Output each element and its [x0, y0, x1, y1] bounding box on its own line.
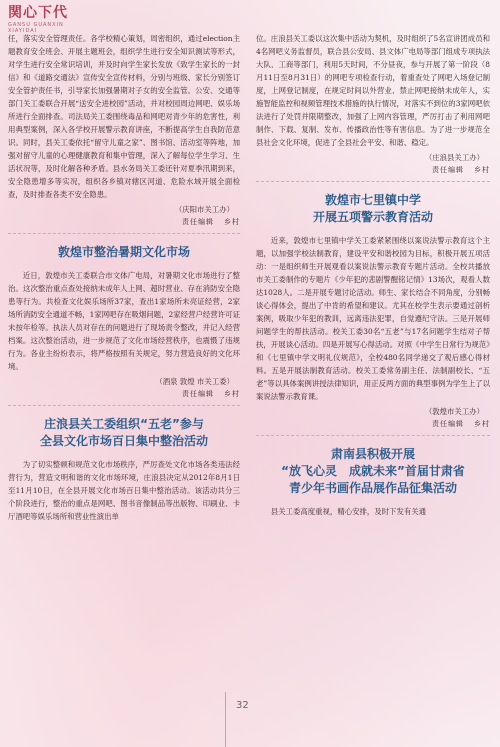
article2-source: （酒泉 敦煌 市关工委）: [155, 377, 234, 386]
article1-body: 任，落实安全管理责任。各学校精心策划，周密组织，通过election主题教育安全班会、开展主题班会，组织学生进行安全知识测试等形式，对学生进行安全常识培训，并及时向学生家长发放《致学生家长的一封信》和《道路交通法》宣传安全宣传材料，分别与班级、家长分别签订安全管护责任书，引导家长加强暑期对子女的安全监管。公安、交通等部门关工委联合开展“送安全进校园”活动，并对校园周边网吧、娱乐场所进行全面排查。司法局关工委围绕毒品和网吧对青少年的危害性，利用典型案例，深入各学校开展警示教育讲座，不断提高学生自我防范意识。同时，县关工委依托“留守儿童之家”、图书馆、活动室等阵地，加强对留守儿童的心理健康教育和集中管理，深入了解每位学生学习、生活状况等，及时化解各种矛盾。县水务局关工委还针对夏季汛期到来，安全隐患增多等实况，组织各乡镇对辖区河道、危险水域开展全面检查，及时排查各类不安全隐患。: [8, 34, 240, 199]
masthead-pinyin-1: GANSU GUANXIN: [8, 22, 64, 28]
article6-headline: 肃南县积极开展 “放飞心灵 成就未来”首届甘肃省 青少年书画作品展作品征集活动: [281, 447, 465, 495]
article1-editor: 责任编辑 乡村: [182, 218, 240, 226]
masthead: [8, 2, 128, 32]
article5-editor: 责任编辑 乡村: [432, 420, 490, 428]
separator: [8, 405, 240, 406]
article3-headline: 庄浪县关工委组织“五老”参与 全县文化市场百日集中整治活动: [39, 417, 208, 448]
article4-source: （庄浪县关工办）: [424, 153, 484, 162]
separator: [256, 435, 490, 436]
article2-headline: 敦煌市整治暑期文化市场: [57, 245, 190, 259]
article4-editor: 责任编辑 乡村: [432, 166, 490, 174]
masthead-title: 関心下代: [8, 5, 68, 21]
article5-source: （敦煌市关工办）: [424, 407, 484, 416]
article5-headline: 敦煌市七里镇中学 开展五项警示教育活动: [312, 193, 433, 224]
article1-source: （庆阳市关工办）: [174, 205, 234, 214]
separator: [256, 181, 490, 182]
article6-body: 县关工委高度重视，精心安排，及时下发有关通: [270, 507, 427, 516]
separator: [8, 233, 240, 234]
article3-body: 为了切实整顿和规范文化市场秩序，严厉查处文化市场各类违法经营行为，营造文明和谐的文化市场环境，庄浪县决定从2012年8月1日至11月10日，在全县开展文化市场百日集中整治活动。该活动共分三个阶段进行，整治的重点是网吧、图书音像制品等出版物、印刷业、卡厅酒吧等娱乐场所和营业性演出单: [8, 460, 240, 521]
right-column: [256, 32, 490, 518]
page-number-rule: [225, 692, 226, 747]
article4-body: 位。庄浪县关工委以这次集中活动为契机，及时组织了5名宣讲团成员和4名网吧义务监督员，联合县公安局、县文体广电局等部门组成专项执法大队、工商等部门，利用5天时间，不分昼夜，参与开展了第一阶段（8月11日至8月31日）的网吧专项检查行动，着重查处了网吧入场登记制度，上网登记制度，在规定时间以外营业、禁止网吧接纳未成年人，实施智能监控和视频管理技术措施的执行情况，对落实不到位的3家网吧依法进行了处罚并限期整改，加强了上网内容管理，严厉打击了利用网吧制作、下载、复制、发布、传播政治性等有害信息。为了进一步规范全县社会文化环境，促进了全县社会平安、和谐、稳定。: [256, 34, 490, 147]
article2-body: 近日，敦煌市关工委联合市文体广电局，对暑期文化市场进行了整治。这次整治重点查处接纳未成年人上网、超时营业、存在消防安全隐患等行为。共检查文化娱乐场所37家，查出1家场所未亮证经营，2家场所消防安全通道不畅，1家网吧存在吸烟问题，2家经营户经营许可证未按年检等。执法人员对存在的问题进行了现场责令整改，并记入经营档案。这次整治活动，进一步规范了文化市场经营秩序，也震慑了违规行为。各业主纷纷表示，将严格按照有关规定，努力营造良好的文化环境。: [8, 271, 240, 371]
article5-body: 近来，敦煌市七里镇中学关工委紧紧围绕以案说法警示教育这个主题，以加强学校法制教育，建设平安和谐校园为目标，积极开展五项活动：一是组织师生开展观看以案说法警示教育专题片活动。全校共播放市关工委制作的专题片《少年犯的悲剧警醒铭记情》13场次，观看人数达1028人。二是开展专题讨论活动。师生、家长结合不同角度，分别畅谈心得体会，提出了中肯的希望和建议。尤其在校学生表示要通过剖析案例，吸取少年犯的教训，远离违法犯罪，自觉遵纪守法。三是开展师问题学生的帮扶活动。校关工委30名“五老”与17名问题学生结对子帮扶，开展谈心活动。四是开展写心得活动。对照《中学生日常行为规范》和《七里镇中学文明礼仪规范》，全校480名同学递交了观后感心得材料。五是开展法制教育活动。校关工委常务副主任、法制副校长、“五老”等以具体案例讲授法律知识，用正反两方面的典型事例为学生上了以案说法警示教育课。: [256, 236, 490, 401]
left-column: [8, 32, 240, 523]
page-number: 32: [236, 700, 249, 711]
masthead-pinyin-2: XIAYIDAI: [8, 28, 38, 34]
article2-editor: 责任编辑 乡村: [182, 390, 240, 398]
